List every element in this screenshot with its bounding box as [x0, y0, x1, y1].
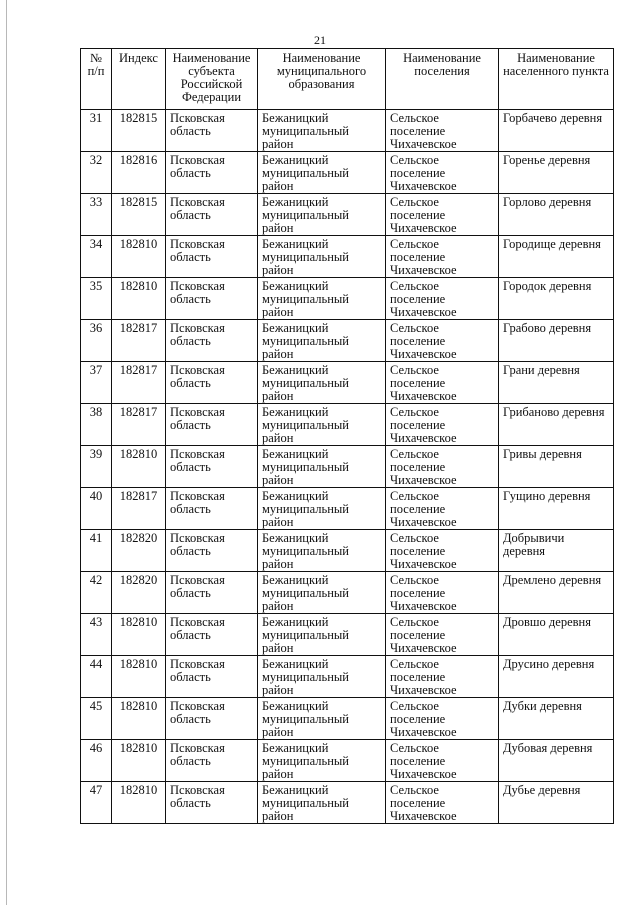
subject-cell: Псковская область — [166, 656, 258, 698]
settlement-cell: Сельское поселение Чихачевское — [386, 656, 499, 698]
table-row — [81, 278, 614, 320]
settlement-cell: Сельское поселение Чихачевское — [386, 152, 499, 194]
subject-cell: Псковская область — [166, 110, 258, 152]
table-row — [81, 446, 614, 488]
postal-index-cell: 182810 — [112, 782, 166, 824]
locality-cell: Дубье деревня — [499, 782, 614, 824]
locality-cell: Грани деревня — [499, 362, 614, 404]
postal-index-cell: 182817 — [112, 320, 166, 362]
table-row — [81, 152, 614, 194]
subject-cell: Псковская область — [166, 572, 258, 614]
subject-cell: Псковская область — [166, 530, 258, 572]
locality-cell: Грибаново деревня — [499, 404, 614, 446]
localities-table — [80, 48, 614, 824]
table-row — [81, 572, 614, 614]
table-row — [81, 614, 614, 656]
subject-cell: Псковская область — [166, 740, 258, 782]
settlement-cell: Сельское поселение Чихачевское — [386, 236, 499, 278]
locality-cell: Горбачево деревня — [499, 110, 614, 152]
table-row — [81, 320, 614, 362]
municipality-cell: Бежаницкий муниципальный район — [258, 656, 386, 698]
postal-index-cell: 182817 — [112, 404, 166, 446]
settlement-cell: Сельское поселение Чихачевское — [386, 110, 499, 152]
table-row — [81, 698, 614, 740]
row-number-cell: 40 — [81, 488, 112, 530]
subject-cell: Псковская область — [166, 404, 258, 446]
table-row — [81, 236, 614, 278]
postal-index-cell: 182810 — [112, 656, 166, 698]
subject-cell: Псковская область — [166, 320, 258, 362]
row-number-cell: 44 — [81, 656, 112, 698]
settlement-cell: Сельское поселение Чихачевское — [386, 404, 499, 446]
header-subject: Наименование субъекта Российской Федерации — [166, 49, 258, 110]
header-num: № п/п — [81, 49, 112, 110]
municipality-cell: Бежаницкий муниципальный район — [258, 278, 386, 320]
subject-cell: Псковская область — [166, 236, 258, 278]
subject-cell: Псковская область — [166, 152, 258, 194]
subject-cell: Псковская область — [166, 278, 258, 320]
postal-index-cell: 182810 — [112, 236, 166, 278]
municipality-cell: Бежаницкий муниципальный район — [258, 698, 386, 740]
table-row — [81, 110, 614, 152]
municipality-cell: Бежаницкий муниципальный район — [258, 740, 386, 782]
postal-index-cell: 182810 — [112, 614, 166, 656]
postal-index-cell: 182817 — [112, 362, 166, 404]
scan-edge-line — [6, 0, 7, 905]
postal-index-cell: 182820 — [112, 530, 166, 572]
settlement-cell: Сельское поселение Чихачевское — [386, 614, 499, 656]
table-header-row — [81, 49, 614, 110]
table-row — [81, 404, 614, 446]
subject-cell: Псковская область — [166, 782, 258, 824]
settlement-cell: Сельское поселение Чихачевское — [386, 446, 499, 488]
row-number-cell: 42 — [81, 572, 112, 614]
postal-index-cell: 182817 — [112, 488, 166, 530]
settlement-cell: Сельское поселение Чихачевское — [386, 782, 499, 824]
locality-cell: Горлово деревня — [499, 194, 614, 236]
settlement-cell: Сельское поселение Чихачевское — [386, 278, 499, 320]
postal-index-cell: 182815 — [112, 194, 166, 236]
row-number-cell: 36 — [81, 320, 112, 362]
locality-cell: Дровшо деревня — [499, 614, 614, 656]
locality-cell: Горенье деревня — [499, 152, 614, 194]
settlement-cell: Сельское поселение Чихачевское — [386, 530, 499, 572]
municipality-cell: Бежаницкий муниципальный район — [258, 362, 386, 404]
table-row — [81, 740, 614, 782]
locality-cell: Городок деревня — [499, 278, 614, 320]
postal-index-cell: 182815 — [112, 110, 166, 152]
locality-cell: Добрывичи деревня — [499, 530, 614, 572]
row-number-cell: 31 — [81, 110, 112, 152]
page-number: 21 — [314, 33, 326, 47]
municipality-cell: Бежаницкий муниципальный район — [258, 320, 386, 362]
settlement-cell: Сельское поселение Чихачевское — [386, 362, 499, 404]
header-locality: Наименование населенного пункта — [499, 49, 614, 110]
postal-index-cell: 182810 — [112, 278, 166, 320]
subject-cell: Псковская область — [166, 614, 258, 656]
row-number-cell: 39 — [81, 446, 112, 488]
postal-index-cell: 182810 — [112, 740, 166, 782]
municipality-cell: Бежаницкий муниципальный район — [258, 488, 386, 530]
subject-cell: Псковская область — [166, 488, 258, 530]
row-number-cell: 46 — [81, 740, 112, 782]
settlement-cell: Сельское поселение Чихачевское — [386, 698, 499, 740]
municipality-cell: Бежаницкий муниципальный район — [258, 530, 386, 572]
postal-index-cell: 182820 — [112, 572, 166, 614]
table-row — [81, 782, 614, 824]
settlement-cell: Сельское поселение Чихачевское — [386, 740, 499, 782]
postal-index-cell: 182810 — [112, 446, 166, 488]
row-number-cell: 45 — [81, 698, 112, 740]
municipality-cell: Бежаницкий муниципальный район — [258, 782, 386, 824]
row-number-cell: 35 — [81, 278, 112, 320]
settlement-cell: Сельское поселение Чихачевское — [386, 572, 499, 614]
row-number-cell: 32 — [81, 152, 112, 194]
table-row — [81, 194, 614, 236]
table-row — [81, 488, 614, 530]
locality-cell: Гривы деревня — [499, 446, 614, 488]
row-number-cell: 33 — [81, 194, 112, 236]
header-municipality: Наименование муниципального образования — [258, 49, 386, 110]
locality-cell: Дремлено деревня — [499, 572, 614, 614]
settlement-cell: Сельское поселение Чихачевское — [386, 320, 499, 362]
locality-cell: Дубки деревня — [499, 698, 614, 740]
subject-cell: Псковская область — [166, 698, 258, 740]
municipality-cell: Бежаницкий муниципальный район — [258, 572, 386, 614]
subject-cell: Псковская область — [166, 362, 258, 404]
subject-cell: Псковская область — [166, 194, 258, 236]
row-number-cell: 43 — [81, 614, 112, 656]
row-number-cell: 34 — [81, 236, 112, 278]
subject-cell: Псковская область — [166, 446, 258, 488]
row-number-cell: 41 — [81, 530, 112, 572]
locality-cell: Дубовая деревня — [499, 740, 614, 782]
table-row — [81, 362, 614, 404]
table-row — [81, 530, 614, 572]
locality-cell: Друсино деревня — [499, 656, 614, 698]
row-number-cell: 37 — [81, 362, 112, 404]
row-number-cell: 47 — [81, 782, 112, 824]
header-settlement: Наименование поселения — [386, 49, 499, 110]
municipality-cell: Бежаницкий муниципальный район — [258, 404, 386, 446]
municipality-cell: Бежаницкий муниципальный район — [258, 446, 386, 488]
table-row — [81, 656, 614, 698]
municipality-cell: Бежаницкий муниципальный район — [258, 194, 386, 236]
header-index: Индекс — [112, 49, 166, 110]
municipality-cell: Бежаницкий муниципальный район — [258, 236, 386, 278]
postal-index-cell: 182816 — [112, 152, 166, 194]
row-number-cell: 38 — [81, 404, 112, 446]
locality-cell: Городище деревня — [499, 236, 614, 278]
locality-cell: Грабово деревня — [499, 320, 614, 362]
settlement-cell: Сельское поселение Чихачевское — [386, 194, 499, 236]
locality-cell: Гущино деревня — [499, 488, 614, 530]
settlement-cell: Сельское поселение Чихачевское — [386, 488, 499, 530]
municipality-cell: Бежаницкий муниципальный район — [258, 152, 386, 194]
postal-index-cell: 182810 — [112, 698, 166, 740]
municipality-cell: Бежаницкий муниципальный район — [258, 614, 386, 656]
municipality-cell: Бежаницкий муниципальный район — [258, 110, 386, 152]
